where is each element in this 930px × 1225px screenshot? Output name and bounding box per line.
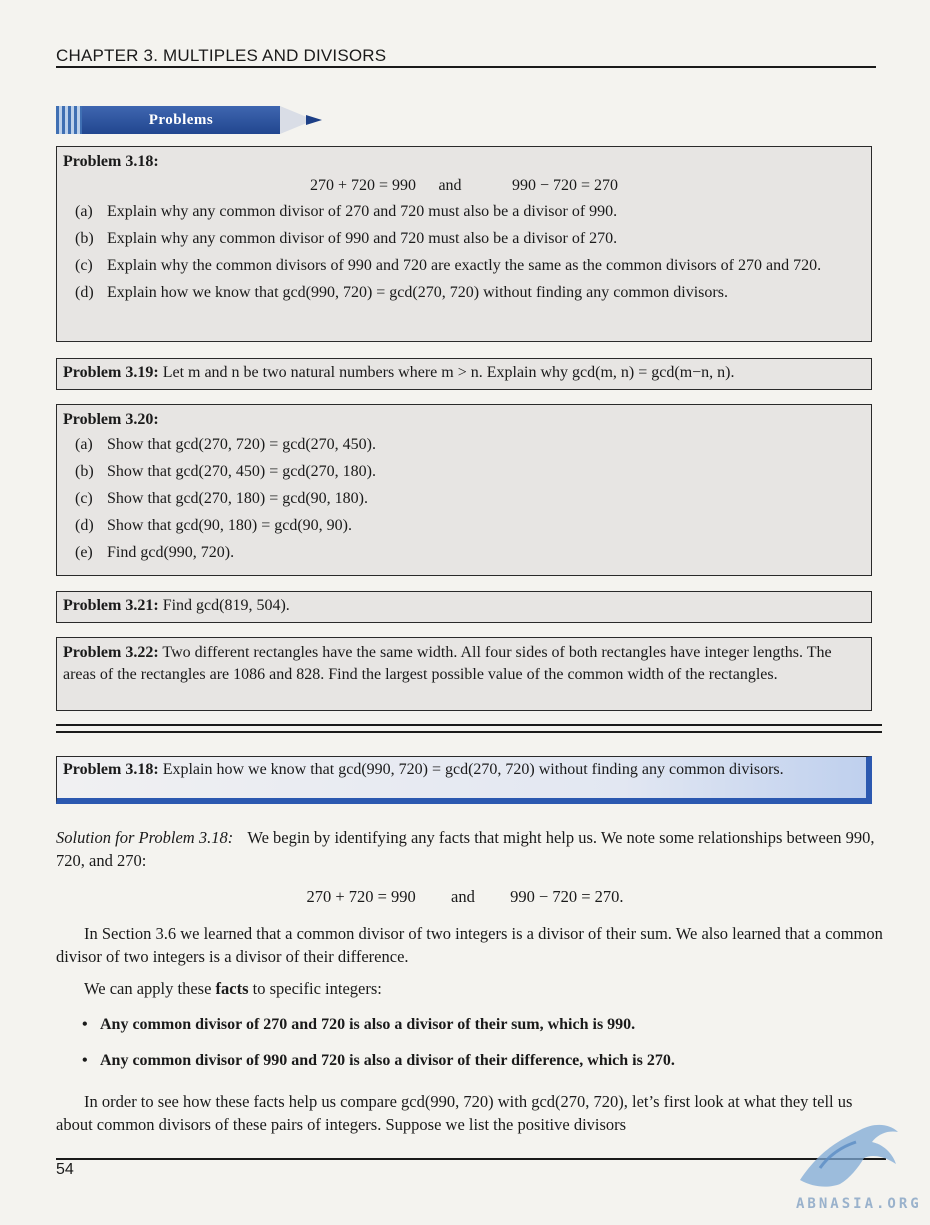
paragraph-2 [56,977,884,1000]
item-label: (a) [75,203,93,220]
problem-text: Find gcd(819, 504). [162,597,290,614]
solution-intro-text: We begin by identifying any facts that might help us. We note some relationships between 990, 720, and 270: [56,828,875,870]
item-label: (b) [75,230,94,247]
footer-rule [56,1158,886,1160]
problem-text: Two different rectangles have the same width. All four sides of both rectangles have integer lengths. The areas of the rectangles are 1086 and 828. Find the largest possible value of the common width of the rectangles. [63,644,832,683]
item-label: (a) [75,436,93,453]
paragraph-1: In Section 3.6 we learned that a common divisor of two integers is a divisor of their sum. We also learned that a common divisor of two integers is a divisor of their difference. [56,924,883,966]
list-item [63,434,865,456]
watermark-logo-icon [780,1110,910,1194]
item-text: Find gcd(990, 720). [107,544,235,561]
problem-3-19-box [56,358,872,390]
page-number: 54 [56,1161,74,1178]
solution-intro [56,826,884,872]
equation-and: and [451,887,475,906]
equation-left: 270 + 720 = 990 [306,887,416,906]
list-item [63,488,865,510]
banner-label: Problems [82,106,280,134]
problem-3-22-box [56,637,872,711]
list-item [63,515,865,537]
paragraph-3: In order to see how these facts help us compare gcd(990, 720) with gcd(270, 720), let’s first look at what they tell us about common divisors of these pairs of integers. Suppose we list the positive divisors [56,1092,853,1134]
banner-stripes [56,106,82,134]
bullet-text: Any common divisor of 990 and 720 is also a divisor of their difference, which is 270. [100,1052,675,1069]
section-divider-bottom [56,731,882,733]
item-label: (c) [75,257,93,274]
problem-3-21-box [56,591,872,623]
list-item [63,282,865,304]
item-text: Show that gcd(90, 180) = gcd(90, 90). [107,517,352,534]
item-label: (c) [75,490,93,507]
section-divider-top [56,724,882,726]
problem-title: Problem 3.19: [63,364,159,381]
item-label: (e) [75,544,93,561]
item-text: Explain why any common divisor of 270 and 720 must also be a divisor of 990. [107,203,618,220]
problem-text: Let m and n be two natural numbers where m > n. Explain why gcd(m, n) = gcd(m−n, n). [162,364,735,381]
problems-banner [56,104,326,136]
header-rule [56,66,876,68]
solution-label: Solution for Problem 3.18: [56,828,234,847]
bullet-text: Any common divisor of 270 and 720 is also a divisor of their sum, which is 990. [100,1016,636,1033]
equation-right: 990 − 720 = 270. [510,887,624,906]
problem-title: Problem 3.21: [63,597,159,614]
paragraph-2-end: to specific integers: [248,979,382,998]
list-item [63,461,865,483]
list-item [63,255,865,277]
list-item [63,228,865,250]
problem-3-18-box [56,146,872,342]
solution-head-text: Explain how we know that gcd(990, 720) = gcd(270, 720) without finding any common divisors. [162,761,784,778]
problem-title: Problem 3.22: [63,644,159,661]
solution-problem-header [56,756,872,804]
paragraph-2-bold: facts [215,979,249,998]
problem-title: Problem 3.18: [63,153,159,170]
item-label: (d) [75,517,94,534]
bullet-item-2 [82,1052,675,1070]
list-item [63,201,865,223]
item-text: Explain how we know that gcd(990, 720) = gcd(270, 720) without finding any common divisors. [107,284,728,301]
item-text: Show that gcd(270, 720) = gcd(270, 450). [107,436,376,453]
item-text: Show that gcd(270, 450) = gcd(270, 180). [107,463,376,480]
item-label: (b) [75,463,94,480]
bullet-icon: • [82,1016,88,1033]
equation-and: and [438,177,462,194]
item-text: Explain why any common divisor of 990 and 720 must also be a divisor of 270. [107,230,618,247]
solution-head-title: Problem 3.18: [63,761,159,778]
equation-left: 270 + 720 = 990 [309,177,416,194]
pencil-lead-icon [306,115,322,125]
bullet-icon: • [82,1052,88,1069]
item-text: Explain why the common divisors of 990 and 720 are exactly the same as the common divisors of 270 and 720. [107,257,822,274]
bullet-item-1 [82,1016,635,1034]
watermark-text: ABNASIA.ORG [796,1196,922,1212]
problem-3-20-box [56,404,872,576]
list-item [63,542,865,564]
paragraph-2-start: We can apply these [84,979,216,998]
solution-equation [0,887,930,907]
equation-right: 990 − 720 = 270 [512,177,619,194]
equation-line [63,175,865,197]
chapter-title: CHAPTER 3. MULTIPLES AND DIVISORS [56,46,387,65]
item-label: (d) [75,284,94,301]
problem-title: Problem 3.20: [63,411,159,428]
item-text: Show that gcd(270, 180) = gcd(90, 180). [107,490,368,507]
